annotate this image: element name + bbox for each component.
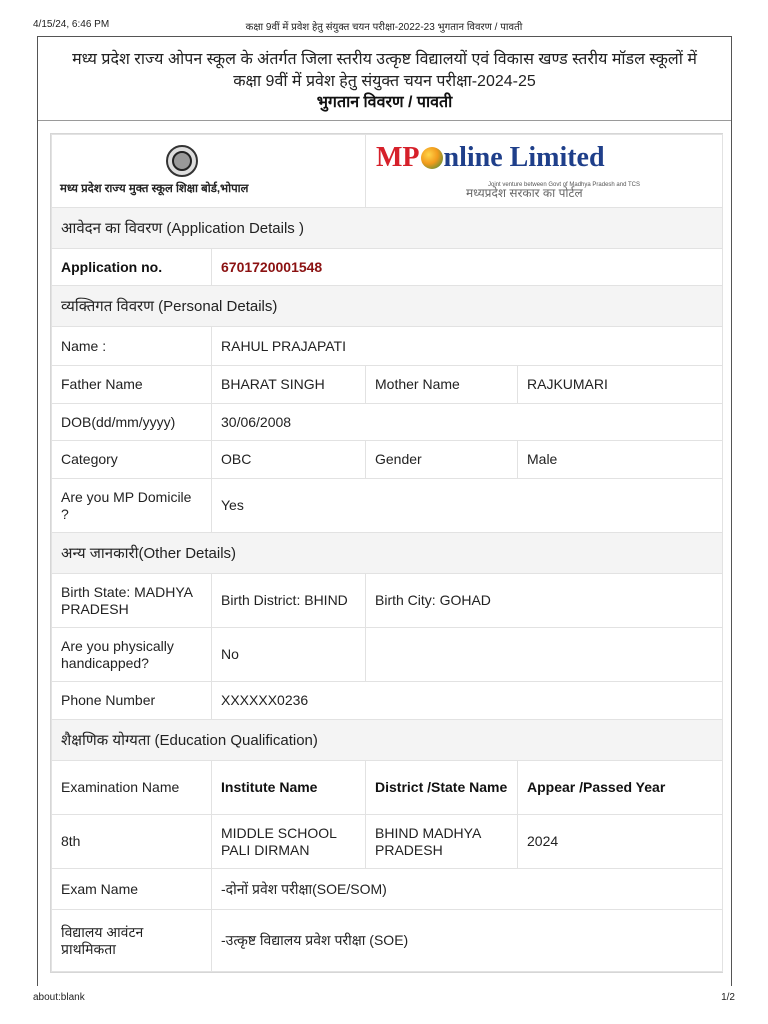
exam-cell: 8th [52, 815, 212, 869]
application-no-label: Application no. [52, 249, 212, 286]
table-row [52, 628, 723, 682]
table-row [52, 869, 723, 910]
table-row [52, 366, 723, 404]
table-row [52, 404, 723, 441]
birth-state: Birth State: MADHYA PRADESH [52, 574, 212, 628]
section-heading: शैक्षणिक योग्यता (Education Qualification) [52, 720, 723, 761]
table-row [52, 682, 723, 720]
title-line-2: कक्षा 9वीं में प्रवेश हेतु संयुक्त चयन परीक्षा-2024-25 [233, 73, 536, 90]
category-label: Category [52, 441, 212, 479]
print-header [0, 0, 768, 33]
dob-label: DOB(dd/mm/yyyy) [52, 404, 212, 441]
column-header: Institute Name [212, 761, 366, 815]
exam-name-value: -दोनों प्रवेश परीक्षा(SOE/SOM) [212, 869, 723, 910]
table-header-row [52, 761, 723, 815]
table-row [52, 815, 723, 869]
exam-name-label: Exam Name [52, 869, 212, 910]
mponline-tagline: Joint venture between Govt of Madhya Pradesh and TCS [488, 182, 640, 188]
mother-value: RAJKUMARI [518, 366, 723, 404]
district-cell: BHIND MADHYA PRADESH [366, 815, 518, 869]
table-row [52, 441, 723, 479]
birth-city: Birth City: GOHAD [366, 574, 723, 628]
handicap-value: No [212, 628, 366, 682]
board-name: मध्य प्रदेश राज्य मुक्त स्कूल शिक्षा बोर्ड,भोपाल [60, 183, 249, 195]
priority-value: -उत्कृष्ट विद्यालय प्रवेश परीक्षा (SOE) [212, 910, 723, 972]
table-row [52, 249, 723, 286]
domicile-value: Yes [212, 479, 723, 533]
year-cell: 2024 [518, 815, 723, 869]
mponline-mp: MP [376, 142, 420, 173]
column-header: Appear /Passed Year [518, 761, 723, 815]
mponline-subtitle: मध्यप्रदेश सरकार का पोर्टल [466, 186, 583, 200]
section-other [52, 533, 723, 574]
mponline-logo [374, 141, 714, 201]
print-timestamp: 4/15/24, 6:46 PM [33, 19, 110, 30]
birth-district: Birth District: BHIND [212, 574, 366, 628]
board-logo [60, 141, 310, 201]
table-row [52, 479, 723, 533]
mponline-logo-cell [366, 135, 723, 208]
section-heading: अन्य जानकारी(Other Details) [52, 533, 723, 574]
domicile-label: Are you MP Domicile ? [52, 479, 212, 533]
handicap-label: Are you physically handicapped? [52, 628, 212, 682]
print-url: about:blank [33, 992, 85, 1003]
title-line-1: मध्य प्रदेश राज्य ओपन स्कूल के अंतर्गत जिला स्तरीय उत्कृष्ट विद्यालयों एवं विकास खण्ड स्तरीय मॉडल स्कूलों में [72, 51, 697, 68]
page-title: भुगतान विवरण / पावती [316, 94, 453, 111]
receipt-table [51, 134, 723, 972]
section-education [52, 720, 723, 761]
mponline-name: nline Limited [443, 142, 605, 173]
table-row [52, 327, 723, 366]
name-value: RAHUL PRAJAPATI [212, 327, 723, 366]
category-value: OBC [212, 441, 366, 479]
section-heading: आवेदन का विवरण (Application Details ) [52, 208, 723, 249]
board-logo-cell [52, 135, 366, 208]
section-personal [52, 286, 723, 327]
priority-label: विद्यालय आवंटन प्राथमिकता [52, 910, 212, 972]
gender-label: Gender [366, 441, 518, 479]
father-label: Father Name [52, 366, 212, 404]
section-application [52, 208, 723, 249]
mother-label: Mother Name [366, 366, 518, 404]
page-number: 1/2 [721, 992, 735, 1003]
section-heading: व्यक्तिगत विवरण (Personal Details) [52, 286, 723, 327]
phone-label: Phone Number [52, 682, 212, 720]
table-row [52, 910, 723, 972]
application-no-value: 6701720001548 [212, 249, 723, 286]
page-title-block [38, 37, 731, 121]
dob-value: 30/06/2008 [212, 404, 723, 441]
table-row [52, 574, 723, 628]
institute-cell: MIDDLE SCHOOL PALI DIRMAN [212, 815, 366, 869]
phone-value: XXXXXX0236 [212, 682, 723, 720]
print-doc-title: कक्षा 9वीं में प्रवेश हेतु संयुक्त चयन परीक्षा-2022-23 भुगतान विवरण / पावती [245, 22, 523, 33]
empty-cell [366, 628, 723, 682]
board-emblem-icon [166, 145, 198, 177]
name-label: Name : [52, 327, 212, 366]
column-header: Examination Name [52, 761, 212, 815]
column-header: District /State Name [366, 761, 518, 815]
logo-row [52, 135, 723, 208]
globe-icon [421, 147, 443, 169]
gender-value: Male [518, 441, 723, 479]
receipt-frame [37, 36, 732, 986]
father-value: BHARAT SINGH [212, 366, 366, 404]
receipt-card [50, 133, 723, 973]
